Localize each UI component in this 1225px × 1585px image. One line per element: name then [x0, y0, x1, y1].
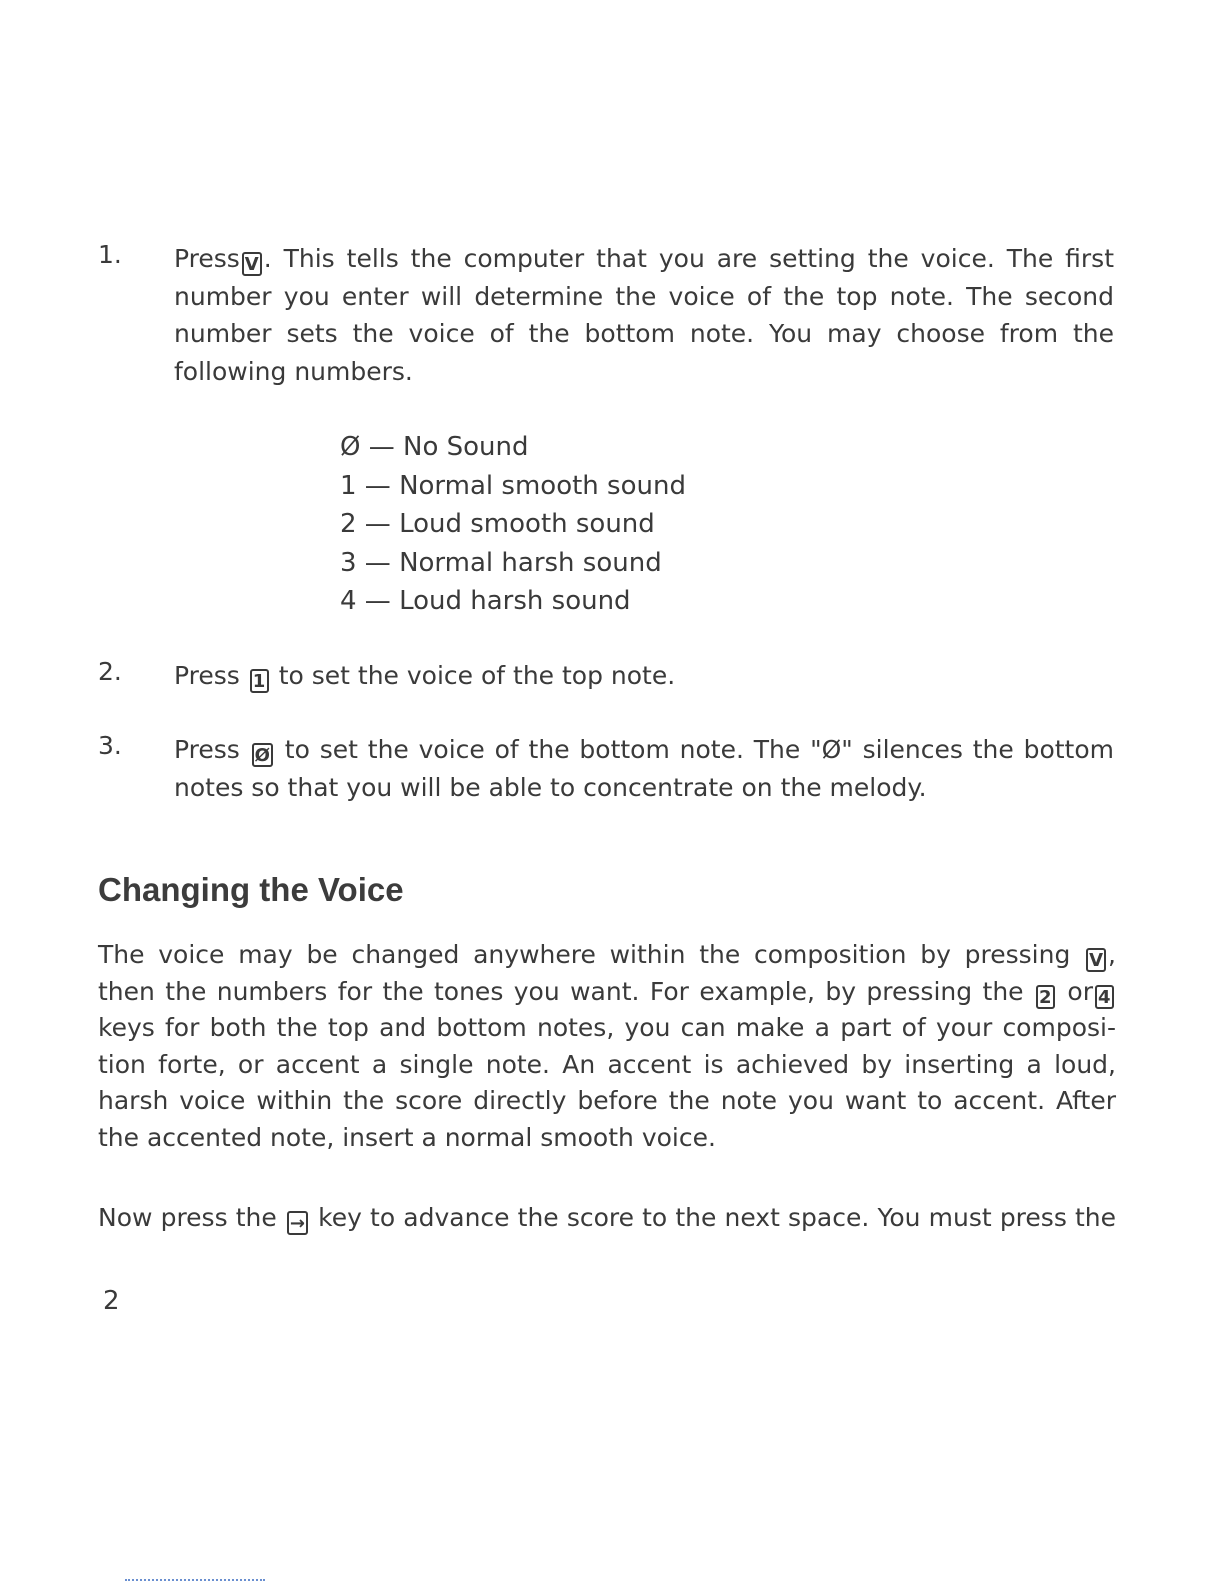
zero-key-icon: Ø — [252, 743, 273, 767]
press-label: Press — [174, 244, 240, 273]
voice-option: 4 — Loud harsh sound — [340, 586, 631, 616]
voice-option: 1 — Normal smooth sound — [340, 470, 686, 501]
v-key-icon: V — [1086, 948, 1106, 972]
para2-line-1 — [98, 1200, 1116, 1237]
para2-text-after: key to advance the score to the next space. You must press the — [318, 1203, 1116, 1232]
para-line-1 — [98, 937, 1116, 974]
step-2-line — [174, 657, 1114, 695]
step-3-text — [174, 731, 1114, 806]
one-key-icon: 1 — [250, 669, 269, 693]
press-label: Press — [174, 735, 240, 764]
four-key-icon: 4 — [1095, 985, 1114, 1009]
or-label: or — [1067, 976, 1093, 1006]
step-number: 3. — [98, 731, 122, 760]
step-number: 1. — [98, 240, 122, 269]
para-line-4: tion forte, or accent a single note. An accent is achieved by inserting a loud, — [98, 1049, 1116, 1079]
para2-text-before: Now press the — [98, 1203, 277, 1232]
step-1-line-4: following numbers. — [174, 356, 413, 386]
section-heading: Changing the Voice — [98, 871, 404, 908]
step-3-line-2: notes so that you will be able to concentrate on the melody. — [174, 772, 927, 802]
advance-arrow-key-icon: → — [287, 1211, 308, 1235]
step-1-line-3: number sets the voice of the bottom note. You may choose from the — [174, 319, 1114, 348]
step-3-line-1 — [174, 731, 1114, 769]
voice-options-list — [340, 428, 686, 621]
step-1-line-1 — [174, 240, 1114, 278]
step-2-rest: to set the voice of the top note. — [278, 661, 676, 690]
page-number: 2 — [103, 1286, 120, 1316]
paragraph-advance — [98, 1200, 1116, 1237]
step-3-line-1-rest: to set the voice of the bottom note. The "Ø" silences the bottom — [284, 735, 1114, 764]
two-key-icon: 2 — [1036, 985, 1055, 1009]
para-line-2 — [98, 974, 1116, 1011]
bottom-divider — [125, 1579, 265, 1581]
step-number: 2. — [98, 657, 122, 686]
para-line-1-text: The voice may be changed anywhere within the composition by pressing — [98, 940, 1071, 969]
para-line-3: keys for both the top and bottom notes, you can make a part of your composi- — [98, 1013, 1116, 1042]
step-2-text — [174, 657, 1114, 695]
v-key-icon: V — [242, 252, 262, 276]
para-line-6: the accented note, insert a normal smooth voice. — [98, 1122, 716, 1152]
para-line-1-end: , — [1108, 940, 1116, 969]
paragraph-changing-voice — [98, 937, 1116, 1156]
voice-option: 2 — Loud smooth sound — [340, 509, 655, 539]
step-1-line-2: number you enter will determine the voice of the top note. The second — [174, 281, 1114, 311]
voice-option: 3 — Normal harsh sound — [340, 547, 662, 578]
step-1-text — [174, 240, 1114, 390]
para-line-2-text: then the numbers for the tones you want. For example, by pressing the — [98, 976, 1024, 1006]
voice-option: Ø — No Sound — [340, 432, 529, 462]
para-line-5: harsh voice within the score directly before the note you want to accent. After — [98, 1086, 1116, 1115]
press-label: Press — [174, 661, 240, 690]
step-1-line-1-rest: . This tells the computer that you are setting the voice. The first — [263, 244, 1114, 273]
